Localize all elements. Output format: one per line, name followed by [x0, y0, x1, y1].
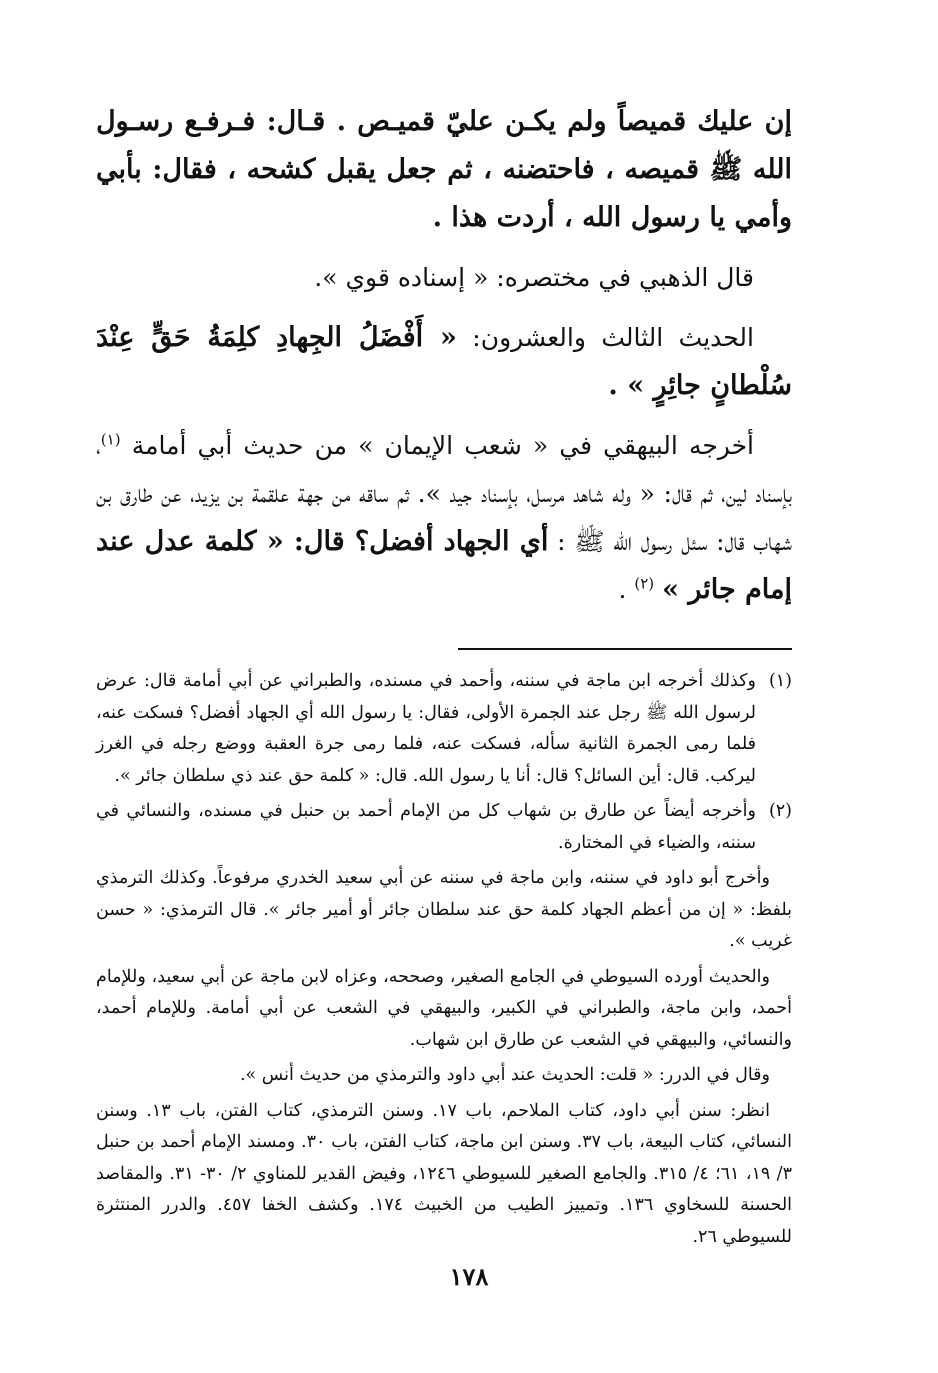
footnote-2-para-3: والحديث أورده السيوطي في الجامع الصغير، وصححه، وعزاه لابن ماجة عن أبي سعيد، وللإمام أحمد، وابن ماجة، والطبراني في الكبير، والبيهقي في الشعب عن أبي أمامة. وللإمام أحمد، والنسائي، والبيهقي في الشعب عن طارق ابن شهاب.: [96, 966, 792, 1050]
paragraph-2: قال الذهبي في مختصره: « إسناده قوي ».: [314, 263, 754, 292]
hadith-intro: الحديث الثالث والعشرون:: [456, 323, 754, 352]
footnote-1-number: (١): [768, 671, 792, 691]
footnote-2-para-4: وقال في الدرر: « قلت: الحديث عند أبي داود والترمذي من حديث أنس ».: [239, 1065, 770, 1085]
hadith-text: « أَفْضَلُ الجِهادِ كلِمَةُ حَقٍّ عِنْدَ سُلْطانٍ جائِرٍ » .: [96, 322, 792, 401]
main-text: [96, 98, 792, 614]
hadith-variant: أي الجهاد أفضل؟ قال: « كلمة عدل عند إمام جائر »: [96, 526, 792, 605]
footnote-ref-1: (١): [100, 430, 121, 449]
footnote-1: [96, 666, 792, 792]
paragraph-1: إن عليك قميصاً ولم يكـن عليّ قميـص . قـال: فـرفـع رسـول الله ﷺ قميصه ، فاحتضنه ، ثم جعل يقبل كشحه ، فقال: بأبي وأمي يا رسول الله ، أردت هذا .: [96, 106, 792, 233]
footnote-2: [96, 796, 792, 859]
takhrij-text: أخرجه البيهقي في « شعب الإيمان » من حديث أبي أمامة: [131, 431, 754, 460]
footnote-2-references: انظر: سنن أبي داود، كتاب الملاحم، باب ١٧. وسنن الترمذي، كتاب الفتن، باب ١٣. وسنن النسائي، كتاب البيعة، باب ٣٧. وسنن ابن ماجة، كتاب الفتن، باب ٣٠. ومسند الإمام أحمد بن حنبل ٣/ ١٩، ٦١؛ ٤/ ٣١٥. والجامع الصغير للسيوطي ١٢٤٦، وفيض القدير للمناوي ٢/ ٣٠- ٣١. والمقاصد الحسنة للسخاوي ١٣٦. وتمييز الطيب من الخبيث ١٧٤. وكشف الخفا ٤٥٧. والدرر المنتثرة للسيوطي ٢٦.: [96, 1100, 793, 1247]
paragraph-3: [96, 314, 792, 410]
footnote-ref-2: (٢): [634, 574, 655, 593]
takhrij-text-2: ، بإسناد لين، ثم قال: « وله شاهد مرسل، بإسناد جيد ». ثم ساقه من جهة علقمة بن يزيد، عن طارق بن شهاب قال: سئل رسول الله ﷺ :: [96, 431, 792, 556]
footnote-2-number: (٢): [768, 801, 792, 821]
footnotes: [96, 666, 792, 1253]
footnote-2-para-2: وأخرج أبو داود في سننه، وابن ماجة في سننه عن أبي سعيد الخدري مرفوعاً. وكذلك الترمذي بلفظ: « إن من أعظم الجهاد كلمة حق عند سلطان جائر أو أمير جائر ». قال الترمذي: « حسن غريب ».: [96, 868, 792, 951]
paragraph-end: .: [618, 575, 635, 604]
footnote-divider: [458, 648, 792, 650]
footnote-2-text: وأخرجه أيضاً عن طارق بن شهاب كل من الإمام أحمد بن حنبل في مسنده، والنسائي في سننه، والضياء في المختارة.: [96, 801, 756, 853]
footnote-1-text: وكذلك أخرجه ابن ماجة في سننه، وأحمد في مسنده، والطبراني عن أبي أمامة قال: عرض لرسول الله ﷺ رجل عند الجمرة الأولى، فقال: يا رسول الله أي الجهاد أفضل؟ فسكت عنه، فلما رمى الجمرة الثانية سأله، فسكت عنه، فلما رمى جرة العقبة ووضع رجله في الغرز ليركب. قال: أين السائل؟ قال: أنا يا رسول الله. قال: « كلمة حق عند ذي سلطان جائر ».: [96, 671, 756, 786]
paragraph-4: [96, 422, 792, 614]
page-number: ١٧٨: [449, 1262, 489, 1291]
